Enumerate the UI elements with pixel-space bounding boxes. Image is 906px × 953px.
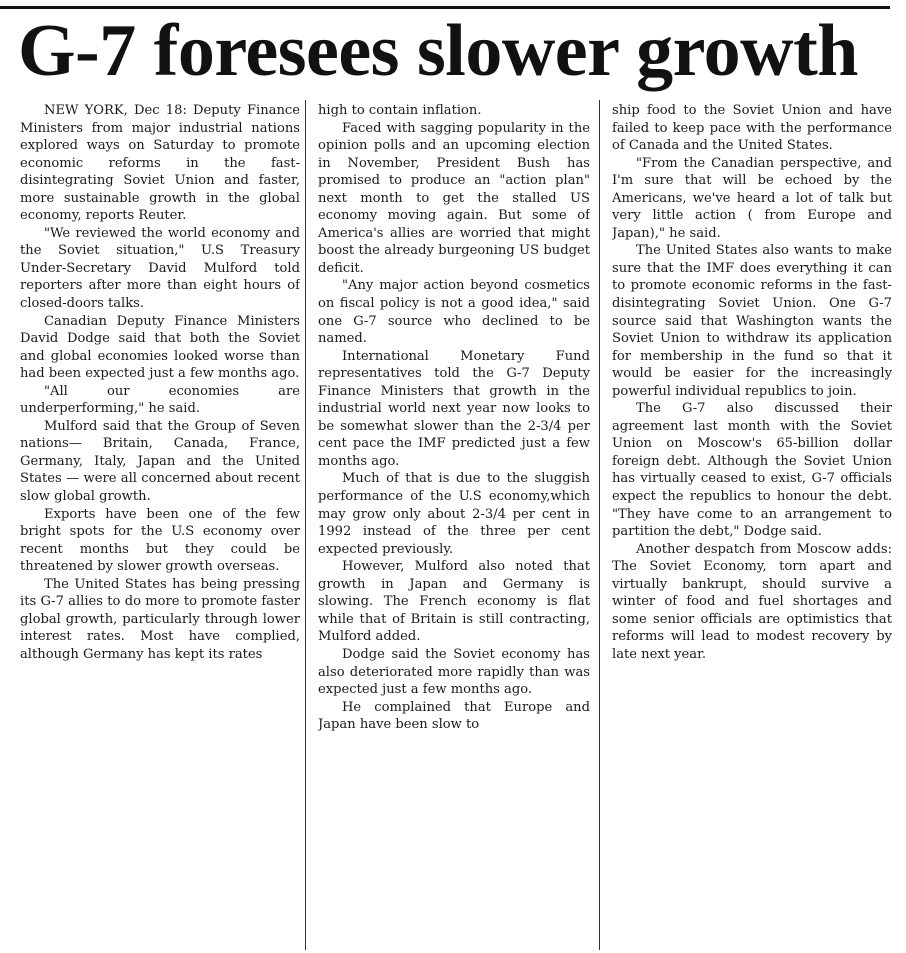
article-paragraph: ship food to the Soviet Union and have failed to keep pace with the performance of Canada and the United States. (612, 103, 892, 154)
article-paragraph: Much of that is due to the sluggish performance of the U.S economy,which may grow only about 2-3/4 per cent in 1992 instead of the three per cent expected previously. (318, 471, 590, 557)
article-paragraph: The United States also wants to make sure that the IMF does everything it can to promote economic reforms in the fast-disintegrating Soviet Union. One G-7 source said that Washington wants the Soviet Union to withdraw its application for membership in the fund so that it would be easier for the increasingly powerful individual republics to join. (612, 243, 892, 399)
article-paragraph: The G-7 also discussed their agreement last month with the Soviet Union on Moscow's 65-billion dollar foreign debt. Although the Soviet Union has virtually ceased to exist, G-7 officials expect the republics to honour the debt. "They have come to an arrangement to partition the debt," Dodge said. (612, 401, 892, 540)
article-paragraph: "From the Canadian perspective, and I'm sure that will be echoed by the Americans, we've heard a lot of talk but very little action ( from Europe and Japan)," he said. (612, 155, 892, 241)
article-paragraph: The United States has being pressing its G-7 allies to do more to promote faster global growth, particularly through lower interest rates. Most have complied, although Germany has kept its rates (20, 576, 300, 662)
article-paragraph: Exports have been one of the few bright spots for the U.S economy over recent months but they could be threatened by slower growth overseas. (20, 506, 300, 575)
article-paragraph: "All our economies are underperforming," he said. (20, 383, 300, 417)
article-paragraph: Faced with sagging popularity in the opinion polls and an upcoming election in November, President Bush has promised to produce an "action plan" next month to get the stalled US economy moving again. But some of America's allies are worried that might boost the already burgeoning US budget deficit. (318, 120, 590, 276)
article-column-1 (20, 102, 300, 947)
article-paragraph: However, Mulford also noted that growth in Japan and Germany is slowing. The French economy is flat while that of Britain is still contracting, Mulford added. (318, 559, 590, 645)
article-column-2 (318, 102, 590, 947)
article-paragraph: Dodge said the Soviet economy has also deteriorated more rapidly than was expected just a few months ago. (318, 646, 590, 698)
article-paragraph: Another despatch from Moscow adds: The Soviet Economy, torn apart and virtually bankrupt, should survive a winter of food and fuel shortages and some senior officials are optimistics that reforms will lead to modest recovery by late next year. (612, 541, 892, 662)
article-paragraph: "We reviewed the world economy and the Soviet situation," U.S Treasury Under-Secretary David Mulford told reporters after more than eight hours of closed-doors talks. (20, 225, 300, 312)
article-paragraph: NEW YORK, Dec 18: Deputy Finance Ministers from major industrial nations explored ways on Saturday to promote economic reforms in the fast-disintegrating Soviet Union and faster, more sustainable growth in the global economy, reports Reuter. (20, 103, 300, 224)
article-column-3 (612, 102, 892, 947)
article-paragraph: high to contain inflation. (318, 103, 482, 118)
column-divider (305, 100, 306, 950)
article-paragraph: Canadian Deputy Finance Ministers David Dodge said that both the Soviet and global economies looked worse than had been expected just a few months ago. (20, 313, 300, 382)
article-paragraph: International Monetary Fund representatives told the G-7 Deputy Finance Ministers that growth in the industrial world next year now looks to be somewhat slower than the 2-3/4 per cent pace the IMF predicted just a few months ago. (318, 348, 590, 469)
article-paragraph: Mulford said that the Group of Seven nations— Britain, Canada, France, Germany, Italy, Japan and the United States — were all concerned about recent slow global growth. (20, 418, 300, 505)
article-paragraph: "Any major action beyond cosmetics on fiscal policy is not a good idea," said one G-7 source who declined to be named. (318, 278, 590, 347)
article-paragraph: He complained that Europe and Japan have been slow to (318, 699, 590, 733)
column-divider (599, 100, 600, 950)
article-headline: G-7 foresees slower growth (18, 10, 858, 92)
